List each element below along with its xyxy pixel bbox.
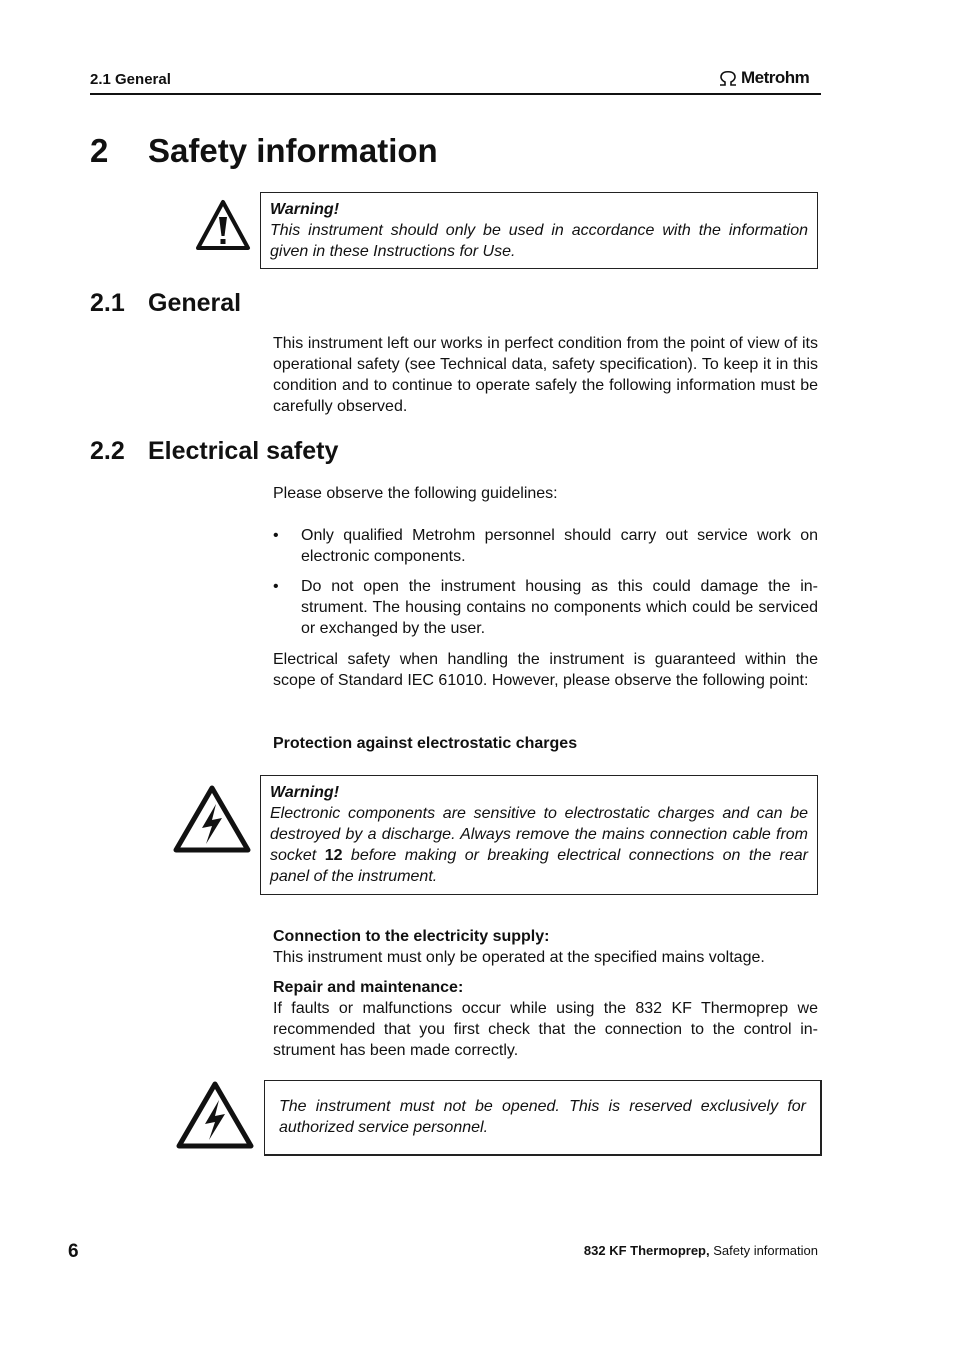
list-item [273, 576, 818, 639]
chapter-title-text: Safety information [148, 132, 438, 169]
footer-section: Safety information [709, 1243, 818, 1258]
electrostatic-subheading: Protection against electrostatic charges [273, 735, 578, 752]
warning-text: This instrument should only be used in accordance with the information given in these Instructions for Use. [270, 222, 808, 260]
section-title: General [148, 289, 242, 317]
bullet-symbol: • [273, 578, 279, 595]
warning-box-general [260, 192, 818, 269]
section-title: Electrical safety [148, 437, 339, 465]
repair-text: If faults or malfunctions occur while using the 832 KF Thermoprep we recommended that you first check that the connection to the control in-strument has been made correctly. [273, 1000, 818, 1059]
connection-heading: Connection to the electricity supply: [273, 928, 550, 945]
brand-name: Metrohm [741, 68, 810, 87]
omega-logo-icon [718, 70, 738, 86]
general-paragraph: This instrument left our works in perfect condition from the point of view of its operational safety (see Technical data, safety specification). To keep it in this condition and to continue to operate safely the following information must be carefully observed. [273, 335, 818, 415]
section-number: 2.1 [90, 289, 125, 317]
warning-label: Warning! [270, 201, 340, 218]
section-heading-general [90, 289, 241, 318]
high-voltage-icon [175, 1080, 255, 1150]
brand-logo [718, 68, 809, 88]
chapter-number: 2 [90, 132, 109, 169]
electrical-paragraph: Electrical safety when handling the instrument is guaranteed within the scope of Standard IEC 61010. However, please observe the following point: [273, 651, 818, 689]
electrical-intro: Please observe the following guidelines: [273, 485, 558, 502]
section-number: 2.2 [90, 437, 125, 465]
warning-text [270, 803, 808, 887]
warning-text-before: Electronic components are sensitive to electrostatic charges and can be destroyed by a discharge. Always remove the mains connection cable from socket [270, 805, 808, 864]
warning-exclamation-icon [195, 199, 251, 251]
section-heading-electrical [90, 437, 338, 466]
chapter-title [90, 132, 438, 170]
footer-product: 832 KF Thermoprep, [583, 1243, 710, 1258]
list-item-text: Do not open the instrument housing as this could damage the in-strument. The housing contains no components which could be serviced or exchanged by the user. [301, 578, 818, 637]
page-number: 6 [68, 1241, 79, 1262]
warning-text-after: before making or breaking electrical connections on the rear panel of the instrument. [270, 847, 808, 885]
footer-title [584, 1243, 818, 1258]
header-rule [90, 93, 821, 95]
high-voltage-icon [172, 784, 252, 854]
warning-label: Warning! [270, 784, 340, 801]
note-text: The instrument must not be opened. This is reserved exclusively for authorized service personnel. [279, 1098, 806, 1136]
bullet-symbol: • [273, 527, 279, 544]
socket-number: 12 [324, 847, 343, 864]
connection-text: This instrument must only be operated at the specified mains voltage. [273, 949, 765, 966]
warning-box-electrostatic [260, 775, 818, 895]
repair-heading: Repair and maintenance: [273, 979, 464, 996]
note-box-service [264, 1080, 822, 1156]
list-item-text: Only qualified Metrohm personnel should carry out service work on electronic components. [301, 527, 818, 565]
list-item [273, 525, 818, 567]
running-header-section: 2.1 General [90, 71, 171, 88]
